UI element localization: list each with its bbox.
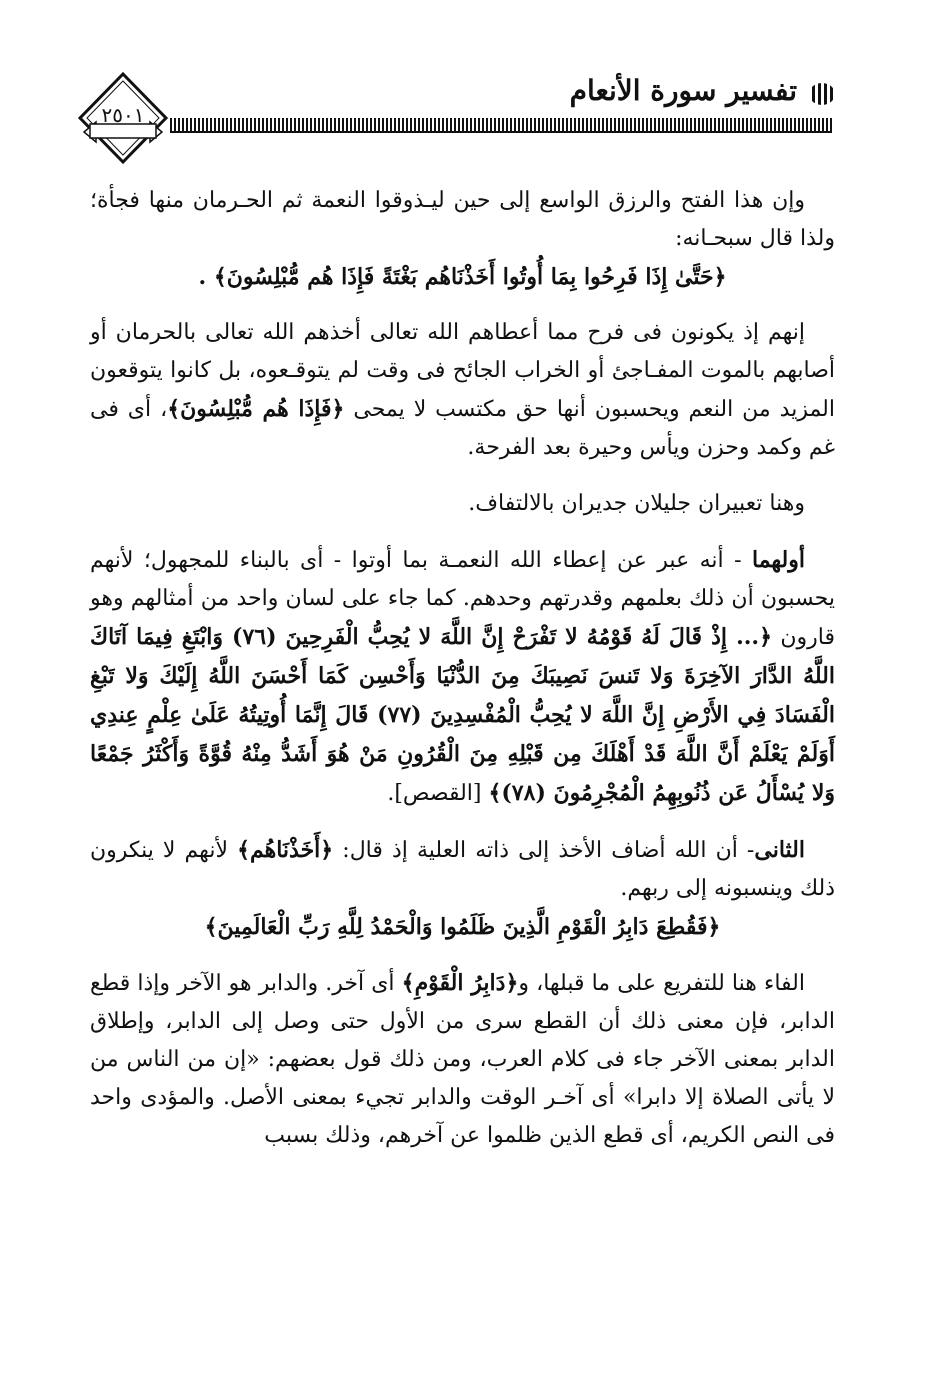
paragraph-3: وهنا تعبيران جليلان جديران بالالتفاف.	[468, 491, 805, 516]
paragraph-5	[90, 831, 835, 908]
flower-ornament-icon	[805, 80, 839, 108]
header-rule	[170, 118, 832, 132]
page-number: ٢٥٠١	[101, 103, 145, 127]
paragraph-6-text-a: الفاء هنا للتفريع على ما قبلها، و	[518, 971, 805, 996]
second-point-label: الثانى	[754, 837, 805, 863]
paragraph-4-text-a: - أنه عبر عن إعطاء الله النعمـة بما أوتوا - أى بالبناء للمجهول؛ لأنهم يحسبون أن ذلك بعلمهم وقدرتهم وحدهم. كما جاء على لسان واحد من أمثالهم وهو قارون	[90, 548, 835, 650]
verse-qarun-passage: ﴿... إِذْ قَالَ لَهُ قَوْمُهُ لا تَفْرَحْ إِنَّ اللَّهَ لا يُحِبُّ الْفَرِحِينَ (٧٦) وَابْتَغِ فِيمَا آتَاكَ اللَّهُ الدَّارَ الآخِرَةَ وَلا تَنسَ نَصِيبَكَ مِنَ الدُّنْيَا وَأَحْسِن كَمَا أَحْسَنَ اللَّهُ إِلَيْكَ وَلا تَبْغِ الْفَسَادَ فِي الأَرْضِ إِنَّ اللَّهَ لا يُحِبُّ الْمُفْسِدِينَ (٧٧) قَالَ إِنَّمَا أُوتِيتُهُ عَلَىٰ عِلْمٍ عِندِي أَوَلَمْ يَعْلَمْ أَنَّ اللَّهَ قَدْ أَهْلَكَ مِن قَبْلِهِ مِنَ الْقُرُونِ مَنْ هُوَ أَشَدُّ مِنْهُ قُوَّةً وَأَكْثَرُ جَمْعًا وَلا يُسْأَلُ عَن ذُنُوبِهِمُ الْمُجْرِمُونَ (٧٨)﴾	[90, 624, 835, 806]
first-point-label: أولهما	[751, 547, 805, 573]
running-title: تفسير سورة الأنعام	[569, 74, 797, 107]
paragraph-5-text-b: لأنهم لا ينكرون ذلك وينسبونه إلى ربهم.	[90, 838, 835, 901]
verse-fa-idha-hum-mublisun: ﴿فَإِذَا هُم مُّبْلِسُونَ﴾	[167, 396, 345, 422]
paragraph-4	[90, 541, 835, 813]
surah-reference: [القصص].	[387, 781, 489, 806]
verse-dabir-al-qawm: ﴿دَابِرُ الْقَوْمِ﴾	[401, 970, 519, 996]
paragraph-2-text-a: إنهم إذ يكونون فى فرح مما أعطاهم الله تعالى أخذهم الله تعالى بالحرمان أو أصابهم بالموت المفـاجئ أو الخراب الجائح فى وقت لم يتوقـعوه، بل كانوا يتوقعون المزيد من النعم ويحسبون أنها حق مكتسب لا يمحى	[90, 320, 835, 422]
paragraph-5-text-a: - أن الله أضاف الأخذ إلى ذاته العلية إذ قال:	[333, 838, 755, 863]
verse-akhadhnahum: ﴿أَخَذْنَاهُم﴾	[237, 837, 334, 863]
header-rule-line	[170, 131, 832, 133]
paragraph-1: وإن هذا الفتح والرزق الواسع إلى حين ليـذوقوا النعمة ثم الحـرمان منها فجأة؛ ولذا قال سبحـانه:	[90, 188, 835, 251]
page-body	[90, 182, 835, 1155]
paragraph-2-text-b: ، أى فى غم وكمد وحزن ويأس وحيرة بعد الفرحة.	[90, 397, 835, 460]
page-header	[0, 0, 927, 170]
verse-hatta-idha-farihu: ﴿حَتَّىٰ إِذَا فَرِحُوا بِمَا أُوتُوا أَخَذْنَاهُم بَغْتَةً فَإِذَا هُم مُّبْلِسُونَ﴾ .	[198, 264, 727, 290]
paragraph-6	[90, 964, 835, 1155]
paragraph-6-text-b: أى آخر. والدابر هو الآخر وإذا قطع الدابر، فإن معنى ذلك أن القطع سرى من الأول حتى وصل إلى الدابر، وإطلاق الدابر بمعنى الآخر جاء فى كلام العرب، ومن ذلك قول بعضهم: «إن من الناس من لا يأتى الصلاة إلا دابرا» أى آخـر الوقت والدابر تجيء بمعنى الأصل. والمؤدى واحد فى النص الكريم، أى قطع الذين ظلموا عن آخرهم، وذلك بسبب	[90, 971, 835, 1148]
paragraph-2	[90, 314, 835, 467]
verse-fa-qutia-dabir: ﴿فَقُطِعَ دَابِرُ الْقَوْمِ الَّذِينَ ظَلَمُوا وَالْحَمْدُ لِلَّهِ رَبِّ الْعَالَمِينَ﴾	[204, 914, 721, 940]
